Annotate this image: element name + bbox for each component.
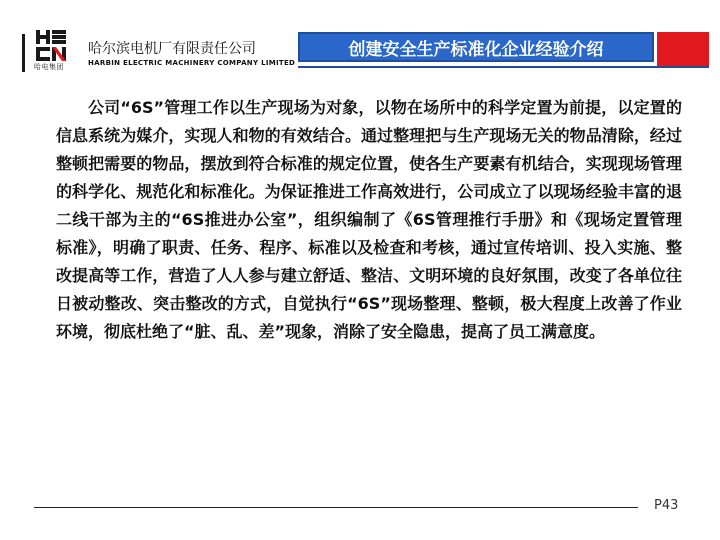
red-accent-block <box>657 32 709 66</box>
logo-divider <box>22 34 25 72</box>
body-paragraph: 公司“6S”管理工作以生产现场为对象，以物在场所中的科学定置为前提，以定置的信息系统为媒介，实现人和物的有效结合。通过整理把与生产现场无关的物品清除，经过整顿把需要的物品，摆放到符合标准的规定位置，使各生产要素有机结合，实现现场管理的科学化、规范化和标准化。为保证推进工作高效进行，公司成立了以现场经验丰富的退二线干部为主的“6S推进办公室”，组织编制了《6S管理推行手册》和《现场定置管理标准》，明确了职责、任务、程序、标准以及检查和考核，通过宣传培训、投入实施、整改提高等工作，营造了人人参与建立舒适、整洁、文明环境的良好氛围，改变了各单位往日被动整改、突击整改的方式，自觉执行“6S”现场整理、整顿，极大程度上改善了作业环境，彻底杜绝了“脏、乱、差”现象，消除了安全隐患，提高了员工满意度。 <box>56 98 682 341</box>
page-number: P43 <box>654 498 679 513</box>
company-name-cn: 哈尔滨电机厂有限责任公司 <box>88 41 256 57</box>
footer-divider <box>34 507 638 508</box>
header-underline <box>298 66 709 68</box>
company-name-en: HARBIN ELECTRIC MACHINERY COMPANY LIMITED <box>88 59 296 67</box>
slide-title-banner <box>298 32 654 62</box>
slide-title: 创建安全生产标准化企业经验介绍 <box>348 39 604 60</box>
logo-caption: 哈电集团 <box>34 63 64 71</box>
harbin-electric-logo-icon <box>36 30 66 62</box>
slide-header <box>0 0 720 80</box>
